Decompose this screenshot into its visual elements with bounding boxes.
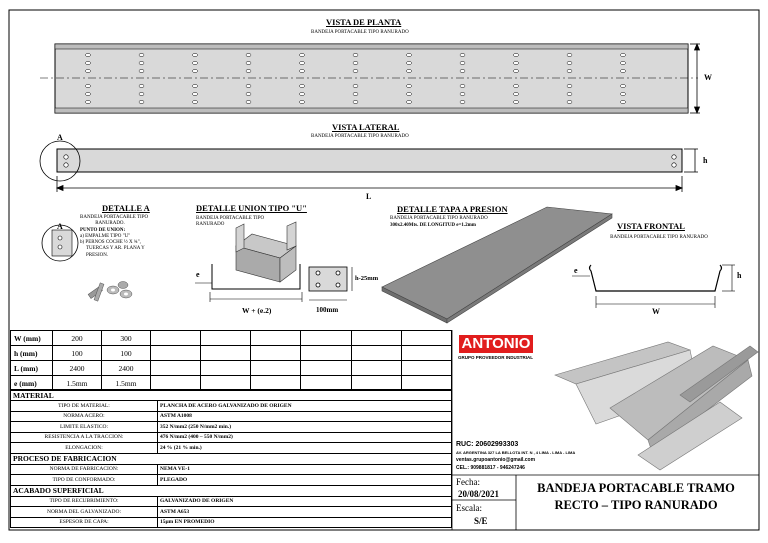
- dim-label: h (mm): [11, 346, 53, 361]
- plan-view-title: VISTA DE PLANTA: [326, 17, 402, 27]
- drawing-title-line-2: RECTO – TIPO RANURADO: [554, 498, 718, 512]
- plan-view-subtitle: BANDEJA PORTACABLE TIPO RANURADO: [311, 30, 409, 35]
- spec-key: ELONGACION:: [11, 443, 158, 454]
- spec-key: TIPO DE CONFORMADO:: [11, 475, 158, 486]
- dimensions-table: [10, 330, 452, 391]
- detail-a-line: b) PERNOS COCHE ½ X ¾",: [80, 240, 141, 245]
- dim-value: 2400: [102, 361, 151, 376]
- section-header-row: [11, 485, 452, 496]
- plan-slot: [139, 69, 144, 72]
- section-header-row: [11, 390, 452, 401]
- detail-a-line: RANURADO.: [95, 221, 125, 227]
- union-w-label: W + (e.2): [242, 306, 272, 315]
- lateral-l-label: L: [366, 192, 372, 201]
- lateral-view-title: VISTA LATERAL: [332, 122, 400, 132]
- finish-header: ACABADO SUPERFICIAL: [11, 485, 452, 496]
- plan-slot: [246, 53, 251, 56]
- plan-slot: [246, 92, 251, 95]
- spec-value: PLEGADO: [158, 475, 452, 486]
- plan-slot: [139, 53, 144, 56]
- plan-slot: [300, 69, 305, 72]
- plan-slot: [514, 69, 519, 72]
- company-phone: CEL.: 909881817 - 946247246: [456, 465, 525, 471]
- plan-slot: [139, 100, 144, 103]
- plan-slot: [460, 100, 465, 103]
- table-row: [11, 475, 452, 486]
- plan-slot: [246, 69, 251, 72]
- plan-slot: [246, 61, 251, 64]
- spec-value: ASTM A1008: [158, 411, 452, 422]
- plan-slot: [86, 100, 91, 103]
- table-row: [11, 422, 452, 433]
- detail-a-line: PRESION.: [86, 252, 109, 258]
- dim-value: 2400: [53, 361, 102, 376]
- spec-key: LIMITE ELASTICO:: [11, 422, 158, 433]
- company-tagline: GRUPO PROVEEDOR INDUSTRIAL: [458, 355, 534, 360]
- plan-slot: [514, 61, 519, 64]
- spec-value: 352 N/mm2 (250 N/mm2 min.): [158, 422, 452, 433]
- plan-slot: [621, 92, 626, 95]
- spec-key: NORMA DE FABRICACION:: [11, 464, 158, 475]
- table-row: [11, 507, 452, 518]
- plan-slot: [567, 92, 572, 95]
- plan-slot: [86, 84, 91, 87]
- company-address: AV. ARGENTINA 327 LA BELLOTA INT. N , 4 LIMA - LIMA - LIMA: [456, 450, 576, 455]
- plan-slot: [514, 84, 519, 87]
- lateral-h-label: h: [703, 156, 708, 165]
- detail-a-marker: A: [57, 222, 63, 231]
- dim-value: 100: [102, 346, 151, 361]
- table-row: [11, 401, 452, 412]
- table-row: [11, 517, 452, 528]
- spec-value: NEMA VE-1: [158, 464, 452, 475]
- plan-slot: [353, 69, 358, 72]
- table-row: [11, 443, 452, 454]
- table-row: [11, 464, 452, 475]
- plan-slot: [86, 69, 91, 72]
- frontal-e-label: e: [574, 266, 578, 275]
- union-plate: [309, 267, 352, 300]
- detail-a-line: a) EMPALME TIPO "U": [80, 233, 131, 239]
- plan-slot: [460, 61, 465, 64]
- section-header-row: [11, 453, 452, 464]
- union-detail-title: DETALLE UNION TIPO "U": [196, 203, 307, 213]
- specs-table: [10, 389, 452, 528]
- table-row: [11, 496, 452, 507]
- spec-value: 15µm EN PROMEDIO: [158, 517, 452, 528]
- plan-slot: [300, 92, 305, 95]
- plan-view-tray: [40, 44, 698, 113]
- company-ruc: RUC: 20602993303: [456, 441, 519, 448]
- tapa-detail-subtitle: BANDEJA PORTACABLE TIPO RANURADO: [390, 216, 488, 221]
- spec-value: GALVANIZADO DE ORIGEN: [158, 496, 452, 507]
- dim-label: W (mm): [11, 331, 53, 346]
- plan-slot: [353, 53, 358, 56]
- plan-slot: [246, 100, 251, 103]
- table-row: [11, 331, 452, 346]
- frontal-profile: [572, 265, 735, 308]
- dim-value: 1.5mm: [53, 376, 102, 391]
- plan-slot: [621, 61, 626, 64]
- company-logo: ANTONIO: [459, 335, 533, 353]
- plan-slot: [407, 84, 412, 87]
- plan-slot: [514, 100, 519, 103]
- plan-slot: [407, 53, 412, 56]
- escala-value: S/E: [474, 516, 488, 526]
- escala-label: Escala:: [456, 503, 482, 513]
- plan-slot: [86, 53, 91, 56]
- plan-slot: [621, 53, 626, 56]
- fecha-label: Fecha:: [456, 477, 480, 487]
- plan-slot: [621, 100, 626, 103]
- plan-slot: [139, 92, 144, 95]
- plan-slot: [193, 61, 198, 64]
- dim-value: 300: [102, 331, 151, 346]
- plan-slot: [567, 100, 572, 103]
- plan-slot: [567, 61, 572, 64]
- spec-key: NORMA DEL GALVANIZADO:: [11, 507, 158, 518]
- plan-slot: [407, 100, 412, 103]
- plan-slot: [407, 61, 412, 64]
- drawing-title-line-1: BANDEJA PORTACABLE TRAMO: [537, 481, 735, 495]
- union-h-label: h-25mm: [355, 275, 379, 282]
- plan-slot: [407, 92, 412, 95]
- plan-slot: [86, 92, 91, 95]
- plan-w-label: W: [704, 73, 712, 82]
- dim-label: e (mm): [11, 376, 53, 391]
- plan-slot: [460, 92, 465, 95]
- lateral-h-dimension: [684, 149, 698, 172]
- spec-value: 24 % (21 % min.): [158, 443, 452, 454]
- union-e-label: e: [196, 270, 200, 279]
- bolt-hardware-icon: [88, 282, 132, 302]
- plan-slot: [246, 84, 251, 87]
- plan-slot: [193, 100, 198, 103]
- plan-slot: [353, 84, 358, 87]
- plan-slot: [567, 84, 572, 87]
- spec-key: TIPO DE RECUBRIMIENTO:: [11, 496, 158, 507]
- detail-a-line: BANDEJA PORTACABLE TIPO: [80, 215, 149, 220]
- spec-value: PLANCHA DE ACERO GALVANIZADO DE ORIGEN: [158, 401, 452, 412]
- plan-slot: [193, 69, 198, 72]
- spec-value: ASTM A653: [158, 507, 452, 518]
- tapa-detail-spec: 300x2.40Mts. DE LONGITUD e=1.2mm: [390, 223, 476, 228]
- plan-slot: [567, 69, 572, 72]
- dim-value: 100: [53, 346, 102, 361]
- title-block: [452, 330, 758, 530]
- plan-slot: [300, 84, 305, 87]
- union-detail-subtitle: BANDEJA PORTACABLE TIPO RANURADO: [196, 216, 265, 228]
- dim-value: 200: [53, 331, 102, 346]
- plan-w-dimension: [690, 44, 700, 113]
- spec-value: 476 N/mm2 (400 – 550 N/mm2): [158, 432, 452, 443]
- lateral-view-subtitle: BANDEJA PORTACABLE TIPO RANURADO: [311, 134, 409, 139]
- table-row: [11, 346, 452, 361]
- plan-slot: [514, 92, 519, 95]
- company-email: ventas.grupoantonio@gmail.com: [456, 457, 536, 463]
- table-row: [11, 432, 452, 443]
- table-row: [11, 411, 452, 422]
- detail-a-line: TUERCAS Y AR. PLANA Y: [86, 246, 145, 252]
- plan-slot: [567, 53, 572, 56]
- spec-key: ESPESOR DE CAPA:: [11, 517, 158, 528]
- spec-key: TIPO DE MATERIAL:: [11, 401, 158, 412]
- plan-slot: [193, 84, 198, 87]
- spec-key: NORMA ACERO:: [11, 411, 158, 422]
- plan-slot: [353, 61, 358, 64]
- material-header: MATERIAL: [11, 390, 452, 401]
- lateral-view-tray: [40, 141, 682, 181]
- plan-slot: [353, 92, 358, 95]
- frontal-view-title: VISTA FRONTAL: [617, 221, 685, 231]
- plan-slot: [193, 92, 198, 95]
- plan-slot: [353, 100, 358, 103]
- detail-a-title: DETALLE A: [102, 203, 150, 213]
- plan-slot: [460, 84, 465, 87]
- dim-value: 1.5mm: [102, 376, 151, 391]
- spec-key: RESISTENCIA A LA TRACCION:: [11, 432, 158, 443]
- plan-slot: [139, 61, 144, 64]
- frontal-view-subtitle: BANDEJA PORTACABLE TIPO RANURADO: [610, 235, 708, 240]
- fecha-value: 20/08/2021: [458, 489, 500, 499]
- process-header: PROCESO DE FABRICACION: [11, 453, 452, 464]
- frontal-h-label: h: [737, 271, 742, 280]
- plan-slot: [460, 53, 465, 56]
- frontal-w-label: W: [652, 307, 660, 316]
- plan-slot: [514, 53, 519, 56]
- plan-slot: [193, 53, 198, 56]
- plan-slot: [621, 69, 626, 72]
- detail-a-line: PUNTO DE UNION:: [80, 227, 126, 233]
- lateral-marker-a: A: [57, 133, 63, 142]
- lateral-l-dimension: [57, 176, 682, 192]
- union-100-label: 100mm: [316, 306, 339, 314]
- plan-slot: [300, 100, 305, 103]
- plan-slot: [139, 84, 144, 87]
- dim-label: L (mm): [11, 361, 53, 376]
- plan-slot: [300, 61, 305, 64]
- detail-a-notes: [80, 215, 180, 259]
- plan-slot: [460, 69, 465, 72]
- table-row: [11, 361, 452, 376]
- plan-slot: [621, 84, 626, 87]
- union-u-3d-drawing: [236, 222, 296, 282]
- plan-slot: [407, 69, 412, 72]
- plan-slot: [300, 53, 305, 56]
- plan-slot: [86, 61, 91, 64]
- tapa-detail-title: DETALLE TAPA A PRESION: [397, 204, 508, 214]
